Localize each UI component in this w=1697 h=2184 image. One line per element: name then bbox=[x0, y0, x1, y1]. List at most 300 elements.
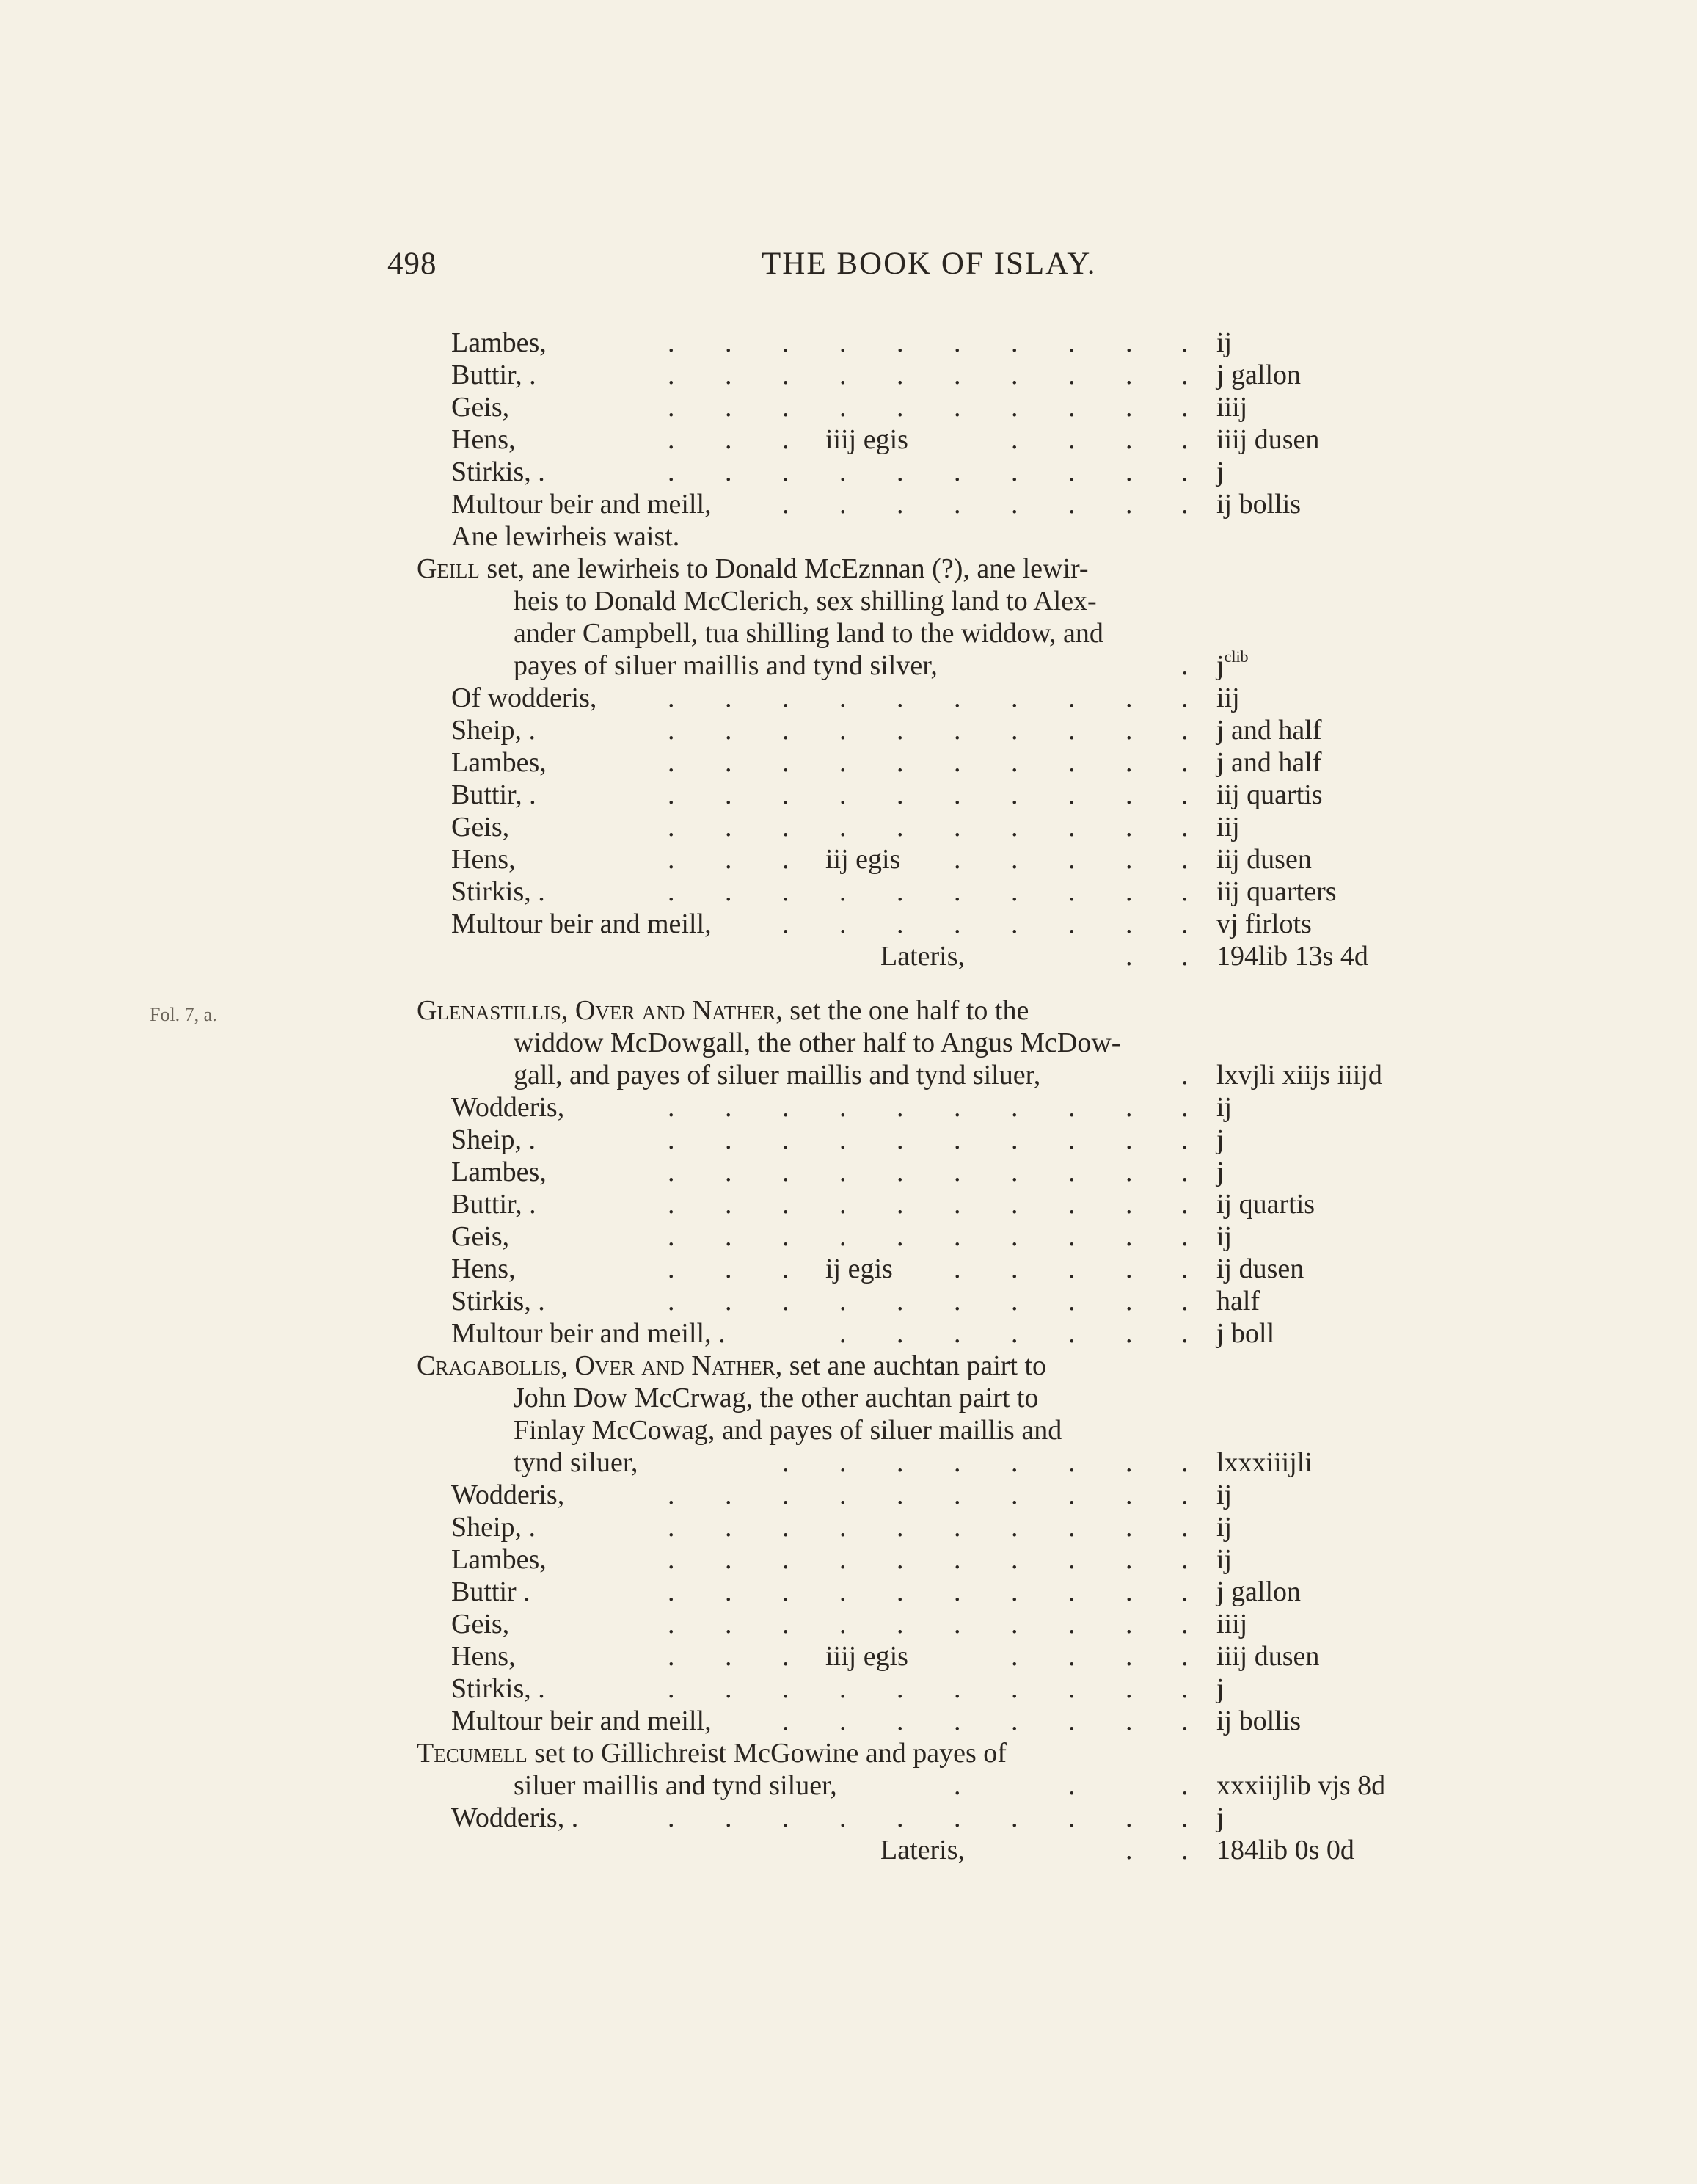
leader-dot: . bbox=[725, 1253, 732, 1284]
leader-dot: . bbox=[1011, 1221, 1018, 1252]
leader-dot: . bbox=[1125, 941, 1133, 972]
leader-dot: . bbox=[1068, 1092, 1076, 1123]
leader-dot: . bbox=[897, 1221, 904, 1252]
leader-dot: . bbox=[1125, 1512, 1133, 1543]
leader-dot: . bbox=[1011, 779, 1018, 810]
leader-dot: . bbox=[1068, 1318, 1076, 1349]
leader-dot: . bbox=[668, 327, 675, 358]
leader-dot: . bbox=[1011, 1512, 1018, 1543]
leader-dot: . bbox=[897, 682, 904, 713]
leader-dot: . bbox=[897, 1124, 904, 1155]
leader-dot: . bbox=[668, 1641, 675, 1672]
entry-label: Stirkis, . bbox=[451, 1286, 545, 1317]
leader-dot: . bbox=[1181, 876, 1189, 907]
leader-dot: . bbox=[1068, 1673, 1076, 1704]
leader-dot: . bbox=[954, 1770, 961, 1801]
leader-dot: . bbox=[954, 1447, 961, 1478]
leader-dot: . bbox=[1068, 844, 1076, 875]
leader-dot: . bbox=[1181, 1447, 1189, 1478]
entry-value: j gallon bbox=[1216, 1576, 1302, 1607]
leader-dot: . bbox=[668, 1544, 675, 1575]
leader-dot: . bbox=[782, 392, 789, 423]
leader-dot: . bbox=[1068, 1253, 1076, 1284]
entry-value: j and half bbox=[1216, 715, 1322, 746]
leader-dot: . bbox=[1125, 1092, 1133, 1123]
leader-dot: . bbox=[954, 1318, 961, 1349]
leader-dot: . bbox=[1011, 1092, 1018, 1123]
entry-value: ij bbox=[1216, 1512, 1233, 1543]
leader-dot: . bbox=[1011, 327, 1018, 358]
leader-dot: . bbox=[954, 747, 961, 778]
leader-dot: . bbox=[725, 456, 732, 487]
entry-label: Buttir, . bbox=[451, 779, 536, 810]
leader-dot: . bbox=[1068, 876, 1076, 907]
leader-dot: . bbox=[782, 779, 789, 810]
leader-dot: . bbox=[1011, 1189, 1018, 1220]
entry-value: lxxxiiijli bbox=[1216, 1447, 1313, 1478]
leader-dot: . bbox=[1181, 1157, 1189, 1187]
entry-text: siluer maillis and tynd siluer, bbox=[514, 1770, 837, 1801]
leader-dot: . bbox=[1181, 1189, 1189, 1220]
leader-dot: . bbox=[1068, 1512, 1076, 1543]
leader-dot: . bbox=[897, 1318, 904, 1349]
leader-dot: . bbox=[782, 1253, 789, 1284]
leader-dot: . bbox=[897, 1802, 904, 1833]
entry-value: iij bbox=[1216, 812, 1240, 842]
leader-dot: . bbox=[668, 1802, 675, 1833]
entry-mid: iiij egis bbox=[825, 1641, 908, 1672]
leader-dot: . bbox=[1125, 360, 1133, 390]
place-name: Tecumell bbox=[417, 1738, 528, 1769]
entry-value: j boll bbox=[1216, 1318, 1275, 1349]
leader-dot: . bbox=[668, 1253, 675, 1284]
entry-label: Geis, bbox=[451, 1221, 510, 1252]
leader-dot: . bbox=[782, 1512, 789, 1543]
leader-dot: . bbox=[782, 682, 789, 713]
leader-dot: . bbox=[725, 360, 732, 390]
entry-label: Lambes, bbox=[451, 747, 547, 778]
leader-dot: . bbox=[725, 1221, 732, 1252]
entry-value: j and half bbox=[1216, 747, 1322, 778]
leader-dot: . bbox=[954, 1706, 961, 1736]
leader-dot: . bbox=[1125, 327, 1133, 358]
entry-label: Stirkis, . bbox=[451, 1673, 545, 1704]
leader-dot: . bbox=[1011, 715, 1018, 746]
leader-dot: . bbox=[839, 682, 847, 713]
leader-dot: . bbox=[954, 1221, 961, 1252]
leader-dot: . bbox=[897, 1576, 904, 1607]
leader-dot: . bbox=[897, 456, 904, 487]
leader-dot: . bbox=[1068, 747, 1076, 778]
entry-text: widdow McDowgall, the other half to Angus McDow- bbox=[514, 1027, 1121, 1058]
leader-dot: . bbox=[782, 424, 789, 455]
leader-dot: . bbox=[725, 844, 732, 875]
leader-dot: . bbox=[897, 1092, 904, 1123]
entry-text: set ane auchtan pairt to bbox=[782, 1350, 1047, 1381]
leader-dot: . bbox=[1068, 1802, 1076, 1833]
entry-label: Buttir, . bbox=[451, 1189, 536, 1220]
leader-dot: . bbox=[897, 812, 904, 842]
entry-label: Of wodderis, bbox=[451, 682, 597, 713]
entry-value: xxxiijlib vjs 8d bbox=[1216, 1770, 1386, 1801]
leader-dot: . bbox=[954, 1609, 961, 1639]
leader-dot: . bbox=[668, 876, 675, 907]
leader-dot: . bbox=[839, 1092, 847, 1123]
entry-value: ij quartis bbox=[1216, 1189, 1315, 1220]
entry-heading bbox=[417, 994, 1029, 1027]
leader-dot: . bbox=[725, 812, 732, 842]
leader-dot: . bbox=[782, 360, 789, 390]
leader-dot: . bbox=[839, 360, 847, 390]
leader-dot: . bbox=[725, 1286, 732, 1317]
entry-heading bbox=[417, 1737, 1007, 1769]
leader-dot: . bbox=[1181, 1092, 1189, 1123]
leader-dot: . bbox=[1068, 1479, 1076, 1510]
entry-label: Sheip, . bbox=[451, 1512, 536, 1543]
leader-dot: . bbox=[839, 1447, 847, 1478]
leader-dot: . bbox=[954, 489, 961, 520]
leader-dot: . bbox=[839, 1544, 847, 1575]
leader-dot: . bbox=[725, 715, 732, 746]
leader-dot: . bbox=[725, 327, 732, 358]
leader-dot: . bbox=[1181, 392, 1189, 423]
entry-value: ij bbox=[1216, 1221, 1233, 1252]
leader-dot: . bbox=[839, 1512, 847, 1543]
leader-dot: . bbox=[782, 1802, 789, 1833]
leader-dot: . bbox=[954, 1802, 961, 1833]
leader-dot: . bbox=[1011, 1544, 1018, 1575]
entry-label: Hens, bbox=[451, 424, 516, 455]
leader-dot: . bbox=[1125, 876, 1133, 907]
leader-dot: . bbox=[1181, 1609, 1189, 1639]
entry-label: Wodderis, bbox=[451, 1479, 565, 1510]
leader-dot: . bbox=[782, 1221, 789, 1252]
entry-text: set, ane lewirheis to Donald McEznnan (?), ane lewir- bbox=[479, 553, 1089, 584]
leader-dot: . bbox=[1011, 1706, 1018, 1736]
entry-label: Stirkis, . bbox=[451, 876, 545, 907]
leader-dot: . bbox=[954, 715, 961, 746]
entry-label: Multour beir and meill, bbox=[451, 909, 712, 939]
leader-dot: . bbox=[954, 1673, 961, 1704]
leader-dot: . bbox=[1068, 360, 1076, 390]
leader-dot: . bbox=[1125, 1802, 1133, 1833]
entry-mid: iij egis bbox=[825, 844, 901, 875]
leader-dot: . bbox=[897, 392, 904, 423]
entry-value: ij bollis bbox=[1216, 489, 1302, 520]
leader-dot: . bbox=[725, 1124, 732, 1155]
leader-dot: . bbox=[839, 1157, 847, 1187]
leader-dot: . bbox=[725, 779, 732, 810]
entry-value: iiij dusen bbox=[1216, 1641, 1320, 1672]
leader-dot: . bbox=[1125, 1253, 1133, 1284]
leader-dot: . bbox=[1011, 456, 1018, 487]
leader-dot: . bbox=[954, 876, 961, 907]
leader-dot: . bbox=[839, 1576, 847, 1607]
leader-dot: . bbox=[668, 844, 675, 875]
leader-dot: . bbox=[782, 909, 789, 939]
leader-dot: . bbox=[1125, 1157, 1133, 1187]
entry-text: set the one half to the bbox=[782, 995, 1029, 1026]
leader-dot: . bbox=[1125, 779, 1133, 810]
entry-value: iiij bbox=[1216, 392, 1248, 423]
leader-dot: . bbox=[1011, 392, 1018, 423]
leader-dot: . bbox=[1125, 812, 1133, 842]
entry-mid: ij egis bbox=[825, 1253, 893, 1284]
leader-dot: . bbox=[1181, 360, 1189, 390]
leader-dot: . bbox=[954, 360, 961, 390]
leader-dot: . bbox=[1068, 1609, 1076, 1639]
entry-value: iiij bbox=[1216, 1609, 1248, 1639]
leader-dot: . bbox=[954, 1512, 961, 1543]
leader-dot: . bbox=[897, 909, 904, 939]
leader-dot: . bbox=[1068, 456, 1076, 487]
leader-dot: . bbox=[897, 1673, 904, 1704]
leader-dot: . bbox=[1011, 1447, 1018, 1478]
leader-dot: . bbox=[782, 1576, 789, 1607]
place-name: Glenastillis, Over and Nather, bbox=[417, 995, 783, 1026]
leader-dot: . bbox=[1181, 1479, 1189, 1510]
leader-dot: . bbox=[954, 1157, 961, 1187]
leader-dot: . bbox=[1125, 424, 1133, 455]
entry-label: Stirkis, . bbox=[451, 456, 545, 487]
leader-dot: . bbox=[897, 1512, 904, 1543]
leader-dot: . bbox=[839, 456, 847, 487]
leader-dot: . bbox=[1068, 424, 1076, 455]
total-label: Lateris, bbox=[880, 1835, 966, 1866]
place-name: Geill bbox=[417, 553, 480, 584]
leader-dot: . bbox=[954, 812, 961, 842]
leader-dot: . bbox=[897, 1544, 904, 1575]
entry-value: j bbox=[1216, 456, 1225, 487]
leader-dot: . bbox=[1011, 1802, 1018, 1833]
leader-dot: . bbox=[1011, 1318, 1018, 1349]
leader-dot: . bbox=[1181, 909, 1189, 939]
running-title: THE BOOK OF ISLAY. bbox=[762, 247, 1097, 281]
leader-dot: . bbox=[897, 715, 904, 746]
entry-value: iiij dusen bbox=[1216, 424, 1320, 455]
leader-dot: . bbox=[725, 1479, 732, 1510]
leader-dot: . bbox=[1181, 844, 1189, 875]
leader-dot: . bbox=[668, 682, 675, 713]
leader-dot: . bbox=[1181, 1124, 1189, 1155]
leader-dot: . bbox=[1125, 844, 1133, 875]
leader-dot: . bbox=[1068, 1770, 1076, 1801]
leader-dot: . bbox=[1125, 1189, 1133, 1220]
leader-dot: . bbox=[782, 456, 789, 487]
entry-label: Multour beir and meill, bbox=[451, 1706, 712, 1736]
leader-dot: . bbox=[839, 1286, 847, 1317]
entry-label: Ane lewirheis waist. bbox=[451, 521, 680, 552]
leader-dot: . bbox=[954, 682, 961, 713]
entry-value: half bbox=[1216, 1286, 1260, 1317]
leader-dot: . bbox=[725, 1576, 732, 1607]
leader-dot: . bbox=[897, 1479, 904, 1510]
leader-dot: . bbox=[1068, 715, 1076, 746]
leader-dot: . bbox=[668, 1479, 675, 1510]
leader-dot: . bbox=[839, 1479, 847, 1510]
leader-dot: . bbox=[1125, 1544, 1133, 1575]
leader-dot: . bbox=[1181, 1221, 1189, 1252]
entry-text: gall, and payes of siluer maillis and tynd siluer, bbox=[514, 1060, 1041, 1091]
leader-dot: . bbox=[782, 1609, 789, 1639]
place-name: Cragabollis, Over and Nather, bbox=[417, 1350, 783, 1381]
entry-label: Lambes, bbox=[451, 1157, 547, 1187]
leader-dot: . bbox=[897, 360, 904, 390]
leader-dot: . bbox=[1068, 327, 1076, 358]
leader-dot: . bbox=[1181, 1641, 1189, 1672]
leader-dot: . bbox=[782, 1641, 789, 1672]
leader-dot: . bbox=[1011, 1609, 1018, 1639]
leader-dot: . bbox=[1068, 1447, 1076, 1478]
leader-dot: . bbox=[1011, 812, 1018, 842]
leader-dot: . bbox=[725, 1641, 732, 1672]
leader-dot: . bbox=[1011, 1673, 1018, 1704]
leader-dot: . bbox=[954, 1189, 961, 1220]
leader-dot: . bbox=[1011, 1124, 1018, 1155]
leader-dot: . bbox=[1068, 1706, 1076, 1736]
leader-dot: . bbox=[1068, 1124, 1076, 1155]
leader-dot: . bbox=[839, 327, 847, 358]
leader-dot: . bbox=[668, 1221, 675, 1252]
leader-dot: . bbox=[1125, 1124, 1133, 1155]
entry-value: j gallon bbox=[1216, 360, 1302, 390]
leader-dot: . bbox=[1125, 1479, 1133, 1510]
leader-dot: . bbox=[839, 779, 847, 810]
leader-dot: . bbox=[954, 327, 961, 358]
entry-label: Geis, bbox=[451, 392, 510, 423]
leader-dot: . bbox=[1068, 392, 1076, 423]
leader-dot: . bbox=[1068, 1189, 1076, 1220]
leader-dot: . bbox=[954, 392, 961, 423]
leader-dot: . bbox=[1125, 909, 1133, 939]
entry-label: Buttir . bbox=[451, 1576, 530, 1607]
entry-value: lxvjli xiijs iiijd bbox=[1216, 1060, 1382, 1091]
leader-dot: . bbox=[1011, 844, 1018, 875]
leader-dot: . bbox=[897, 1157, 904, 1187]
total-value: 184lib 0s 0d bbox=[1216, 1835, 1354, 1866]
leader-dot: . bbox=[1011, 909, 1018, 939]
leader-dot: . bbox=[1011, 424, 1018, 455]
leader-dot: . bbox=[1068, 1641, 1076, 1672]
leader-dot: . bbox=[1181, 456, 1189, 487]
leader-dot: . bbox=[1181, 650, 1189, 681]
leader-dot: . bbox=[782, 1706, 789, 1736]
leader-dot: . bbox=[1125, 1641, 1133, 1672]
leader-dot: . bbox=[1011, 682, 1018, 713]
entry-label: Sheip, . bbox=[451, 715, 536, 746]
leader-dot: . bbox=[668, 1092, 675, 1123]
leader-dot: . bbox=[1181, 747, 1189, 778]
total-value: 194lib 13s 4d bbox=[1216, 941, 1368, 972]
leader-dot: . bbox=[839, 489, 847, 520]
leader-dot: . bbox=[668, 715, 675, 746]
leader-dot: . bbox=[1181, 1544, 1189, 1575]
leader-dot: . bbox=[725, 876, 732, 907]
leader-dot: . bbox=[1181, 941, 1189, 972]
leader-dot: . bbox=[1068, 1286, 1076, 1317]
leader-dot: . bbox=[839, 909, 847, 939]
leader-dot: . bbox=[954, 1253, 961, 1284]
entry-text: John Dow McCrwag, the other auchtan pairt to bbox=[514, 1383, 1039, 1413]
leader-dot: . bbox=[954, 1576, 961, 1607]
leader-dot: . bbox=[954, 1124, 961, 1155]
entry-value: j bbox=[1216, 1802, 1225, 1833]
leader-dot: . bbox=[668, 1124, 675, 1155]
entry-heading bbox=[417, 1350, 1046, 1382]
entry-text: tynd siluer, bbox=[514, 1447, 638, 1478]
leader-dot: . bbox=[1068, 1221, 1076, 1252]
leader-dot: . bbox=[1011, 1157, 1018, 1187]
entry-label: Geis, bbox=[451, 1609, 510, 1639]
leader-dot: . bbox=[668, 424, 675, 455]
leader-dot: . bbox=[782, 1479, 789, 1510]
leader-dot: . bbox=[1011, 489, 1018, 520]
leader-dot: . bbox=[725, 1092, 732, 1123]
leader-dot: . bbox=[897, 747, 904, 778]
leader-dot: . bbox=[782, 1447, 789, 1478]
leader-dot: . bbox=[782, 844, 789, 875]
leader-dot: . bbox=[668, 1673, 675, 1704]
leader-dot: . bbox=[897, 327, 904, 358]
leader-dot: . bbox=[1068, 682, 1076, 713]
leader-dot: . bbox=[897, 779, 904, 810]
leader-dot: . bbox=[1181, 1835, 1189, 1866]
leader-dot: . bbox=[782, 327, 789, 358]
entry-value: iij quarters bbox=[1216, 876, 1337, 907]
leader-dot: . bbox=[725, 1189, 732, 1220]
entry-text: set to Gillichreist McGowine and payes of bbox=[527, 1738, 1007, 1769]
entry-value: j bbox=[1216, 1157, 1225, 1187]
leader-dot: . bbox=[1125, 682, 1133, 713]
leader-dot: . bbox=[668, 747, 675, 778]
leader-dot: . bbox=[668, 1512, 675, 1543]
leader-dot: . bbox=[1125, 1576, 1133, 1607]
leader-dot: . bbox=[782, 1544, 789, 1575]
leader-dot: . bbox=[1181, 715, 1189, 746]
leader-dot: . bbox=[839, 715, 847, 746]
leader-dot: . bbox=[1181, 1512, 1189, 1543]
leader-dot: . bbox=[839, 747, 847, 778]
leader-dot: . bbox=[1181, 1318, 1189, 1349]
leader-dot: . bbox=[839, 1189, 847, 1220]
leader-dot: . bbox=[1181, 1060, 1189, 1091]
leader-dot: . bbox=[954, 1092, 961, 1123]
leader-dot: . bbox=[1181, 327, 1189, 358]
leader-dot: . bbox=[1181, 1770, 1189, 1801]
entry-value: j bbox=[1216, 1673, 1225, 1704]
leader-dot: . bbox=[839, 1609, 847, 1639]
leader-dot: . bbox=[1011, 1253, 1018, 1284]
leader-dot: . bbox=[668, 392, 675, 423]
leader-dot: . bbox=[782, 1673, 789, 1704]
leader-dot: . bbox=[1181, 779, 1189, 810]
leader-dot: . bbox=[1068, 812, 1076, 842]
leader-dot: . bbox=[782, 715, 789, 746]
leader-dot: . bbox=[782, 876, 789, 907]
page-number: 498 bbox=[387, 247, 437, 281]
entry-mid: iiij egis bbox=[825, 424, 908, 455]
leader-dot: . bbox=[725, 1544, 732, 1575]
leader-dot: . bbox=[1181, 489, 1189, 520]
entry-text: payes of siluer maillis and tynd silver, bbox=[514, 650, 938, 681]
leader-dot: . bbox=[668, 779, 675, 810]
leader-dot: . bbox=[668, 1609, 675, 1639]
leader-dot: . bbox=[1011, 1479, 1018, 1510]
leader-dot: . bbox=[782, 1092, 789, 1123]
leader-dot: . bbox=[897, 1286, 904, 1317]
leader-dot: . bbox=[1011, 360, 1018, 390]
leader-dot: . bbox=[668, 1286, 675, 1317]
